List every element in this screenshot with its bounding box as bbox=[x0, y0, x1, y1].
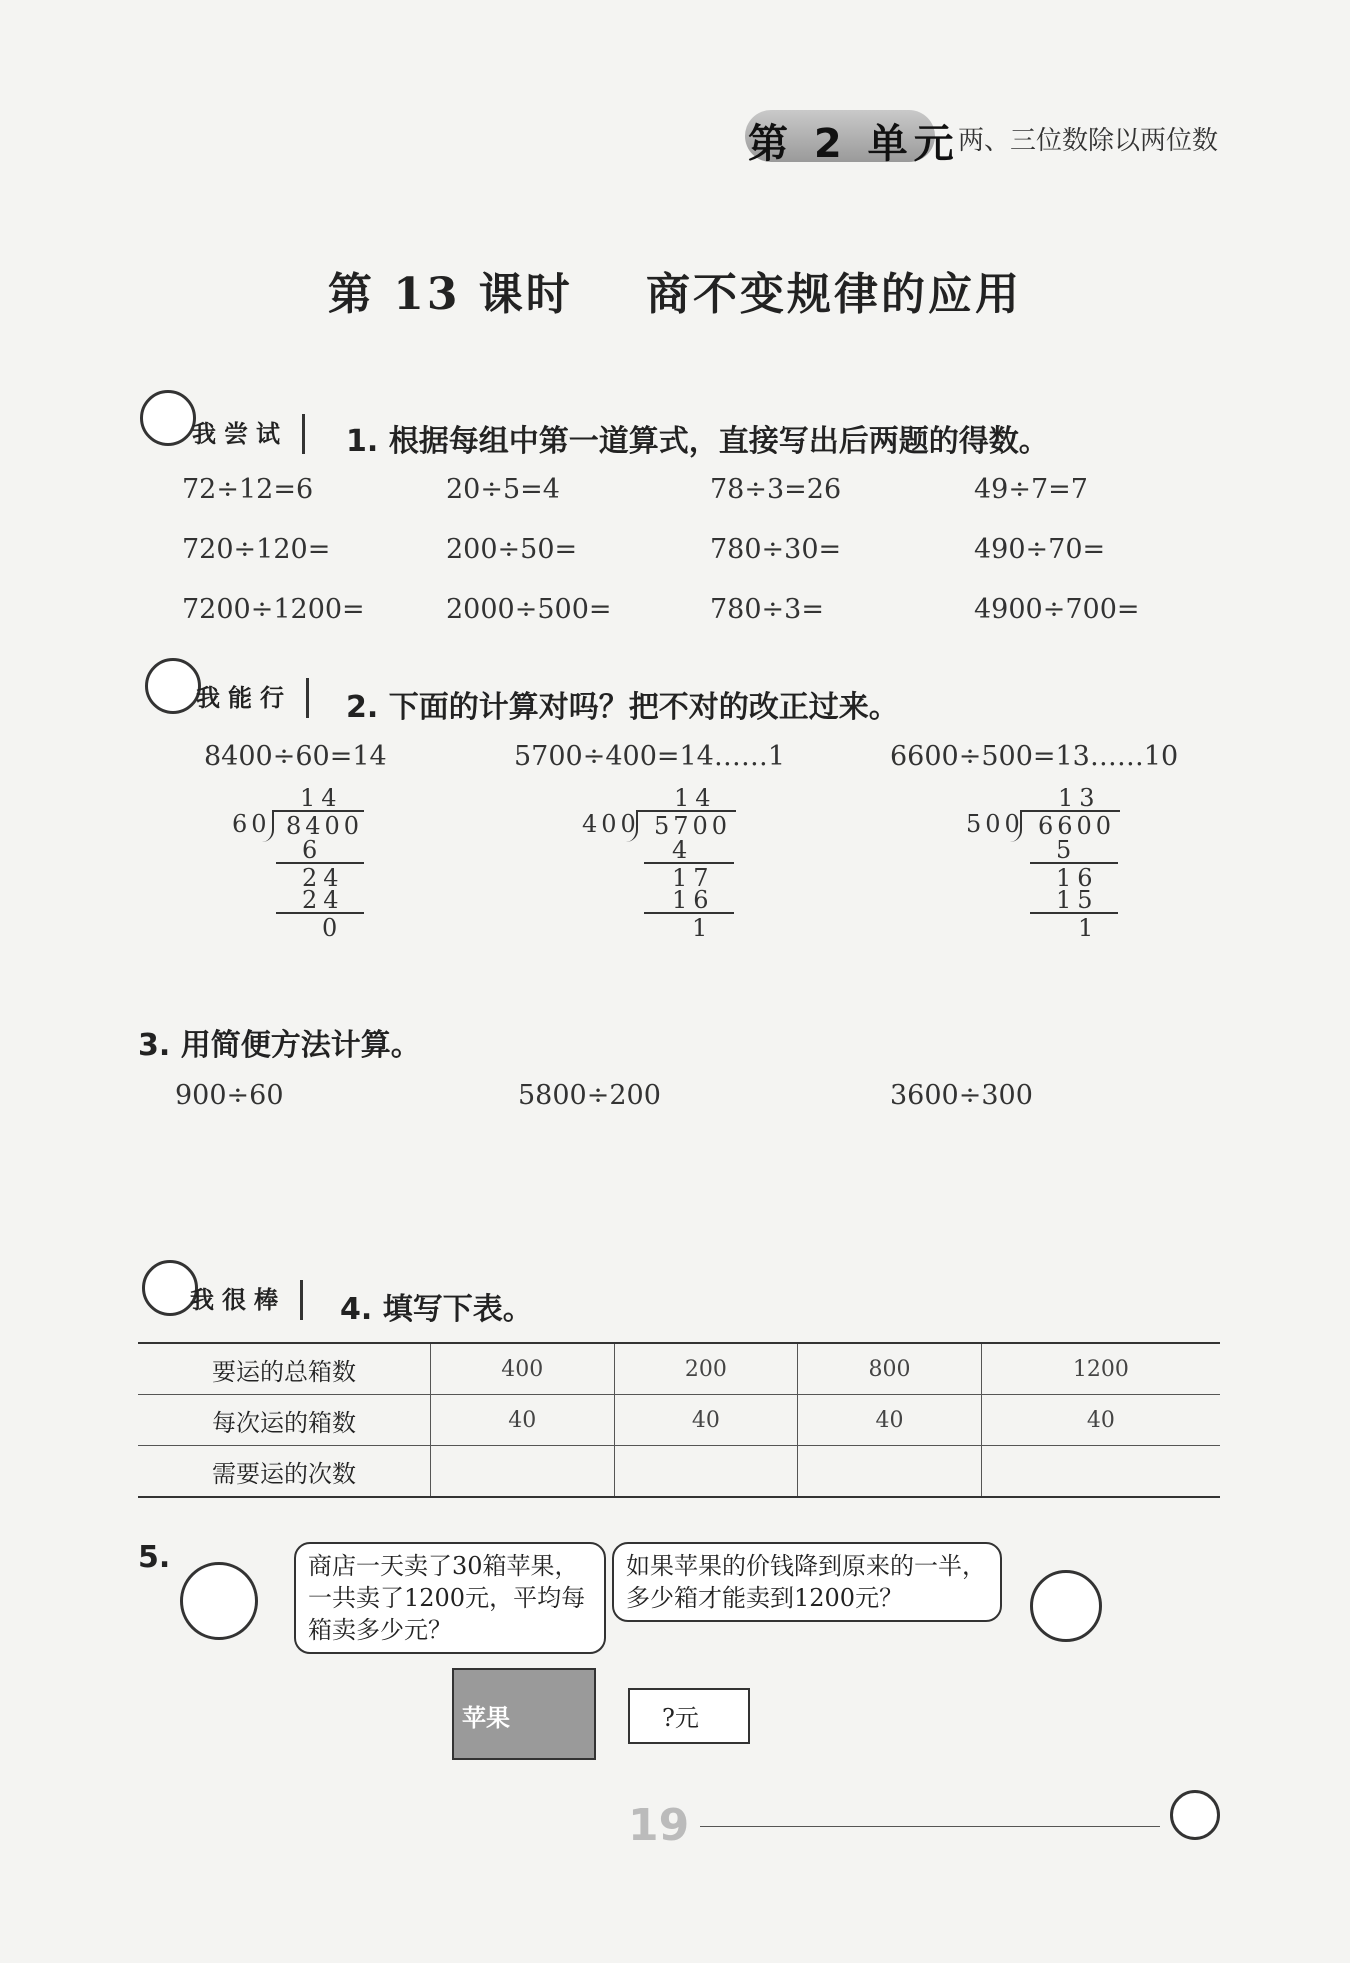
step-rule bbox=[644, 912, 734, 914]
q1-expr: 780÷3= bbox=[710, 594, 824, 625]
unit-subtitle: 两、三位数除以两位数 bbox=[958, 126, 1219, 156]
table-cell: 400 bbox=[431, 1343, 615, 1395]
q1-expr: 4900÷700= bbox=[974, 594, 1140, 625]
footer-rule bbox=[700, 1826, 1160, 1827]
step: 5 bbox=[1056, 836, 1072, 864]
q1-expr: 72÷12=6 bbox=[182, 474, 314, 505]
badge-great: 我很棒 bbox=[190, 1280, 303, 1320]
step: 6 bbox=[302, 836, 318, 864]
page-number: 19 bbox=[628, 1800, 690, 1851]
answer-cell[interactable] bbox=[798, 1446, 982, 1498]
step: 16 bbox=[672, 886, 715, 914]
badge-try: 我尝试 bbox=[192, 414, 305, 454]
q1-expr: 20÷5=4 bbox=[446, 474, 560, 505]
table-row bbox=[138, 1343, 1220, 1395]
divisor: 500 bbox=[966, 810, 1024, 838]
question-1: 1. 根据每组中第一道算式，直接写出后两题的得数。 bbox=[346, 424, 1049, 459]
price-tag-text: ?元 bbox=[662, 1704, 699, 1732]
row-label: 要运的总箱数 bbox=[212, 1357, 356, 1386]
question-3: 3. 用简便方法计算。 bbox=[138, 1028, 421, 1063]
step: 24 bbox=[302, 886, 345, 914]
division-bracket bbox=[262, 812, 274, 842]
q2-expr: 8400÷60=14 bbox=[204, 741, 387, 772]
step: 17 bbox=[672, 864, 715, 892]
q3-expr: 5800÷200 bbox=[518, 1080, 661, 1111]
quotient: 13 bbox=[1058, 784, 1101, 812]
girl-face-icon bbox=[1030, 1570, 1102, 1642]
q1-expr: 720÷120= bbox=[182, 534, 331, 565]
step: 15 bbox=[1056, 886, 1099, 914]
question-2: 2. 下面的计算对吗？把不对的改正过来。 bbox=[346, 690, 899, 725]
speech-bubble-left: 商店一天卖了30箱苹果，一共卖了1200元，平均每箱卖多少元？ bbox=[294, 1542, 606, 1654]
q1-expr: 7200÷1200= bbox=[182, 594, 365, 625]
badge-can: 我能行 bbox=[196, 678, 309, 718]
row-label: 需要运的次数 bbox=[212, 1459, 356, 1488]
mascot-girl-icon bbox=[145, 658, 201, 714]
step-rule bbox=[276, 912, 364, 914]
dividend: 8400 bbox=[286, 812, 364, 840]
table-cell: 40 bbox=[614, 1395, 798, 1446]
table-row bbox=[138, 1395, 1220, 1446]
speech-bubble-right: 如果苹果的价钱降到原来的一半，多少箱才能卖到1200元？ bbox=[612, 1542, 1002, 1622]
table-cell: 40 bbox=[798, 1395, 982, 1446]
divisor: 60 bbox=[232, 810, 271, 838]
divisor: 400 bbox=[582, 810, 640, 838]
boy-face-icon bbox=[180, 1562, 258, 1640]
table-row bbox=[138, 1446, 1220, 1498]
dividend: 6600 bbox=[1038, 812, 1116, 840]
step: 1 bbox=[692, 914, 708, 942]
q3-expr: 3600÷300 bbox=[890, 1080, 1033, 1111]
q1-expr: 490÷70= bbox=[974, 534, 1106, 565]
q1-expr: 49÷7=7 bbox=[974, 474, 1088, 505]
quotient: 14 bbox=[674, 784, 717, 812]
q1-expr: 780÷30= bbox=[710, 534, 842, 565]
step: 1 bbox=[1078, 914, 1094, 942]
mascot-girl-icon bbox=[140, 390, 196, 446]
step: 24 bbox=[302, 864, 345, 892]
step: 0 bbox=[322, 914, 338, 942]
q1-expr: 200÷50= bbox=[446, 534, 578, 565]
question-5-number: 5. bbox=[138, 1540, 171, 1575]
step: 16 bbox=[1056, 864, 1099, 892]
footer-mascot-icon bbox=[1170, 1790, 1220, 1840]
apple-box-label: 苹果 bbox=[462, 1704, 510, 1732]
q1-expr: 2000÷500= bbox=[446, 594, 612, 625]
quotient: 14 bbox=[300, 784, 343, 812]
row-label: 每次运的箱数 bbox=[212, 1408, 356, 1437]
table-cell: 800 bbox=[798, 1343, 982, 1395]
q2-expr: 5700÷400=14……1 bbox=[514, 741, 786, 772]
boxes-table bbox=[138, 1342, 1220, 1498]
q2-expr: 6600÷500=13……10 bbox=[890, 741, 1179, 772]
question-4: 4. 填写下表。 bbox=[340, 1292, 533, 1327]
table-cell: 40 bbox=[431, 1395, 615, 1446]
q1-expr: 78÷3=26 bbox=[710, 474, 842, 505]
answer-cell[interactable] bbox=[614, 1446, 798, 1498]
unit-label: 第 2 单元 bbox=[748, 121, 960, 167]
step: 4 bbox=[672, 836, 688, 864]
q3-expr: 900÷60 bbox=[175, 1080, 284, 1111]
table-cell: 40 bbox=[981, 1395, 1220, 1446]
dividend: 5700 bbox=[654, 812, 732, 840]
answer-cell[interactable] bbox=[981, 1446, 1220, 1498]
answer-cell[interactable] bbox=[431, 1446, 615, 1498]
table-cell: 200 bbox=[614, 1343, 798, 1395]
step-rule bbox=[1030, 912, 1118, 914]
table-cell: 1200 bbox=[981, 1343, 1220, 1395]
lesson-title: 第 13 课时 商不变规律的应用 bbox=[327, 269, 1023, 320]
